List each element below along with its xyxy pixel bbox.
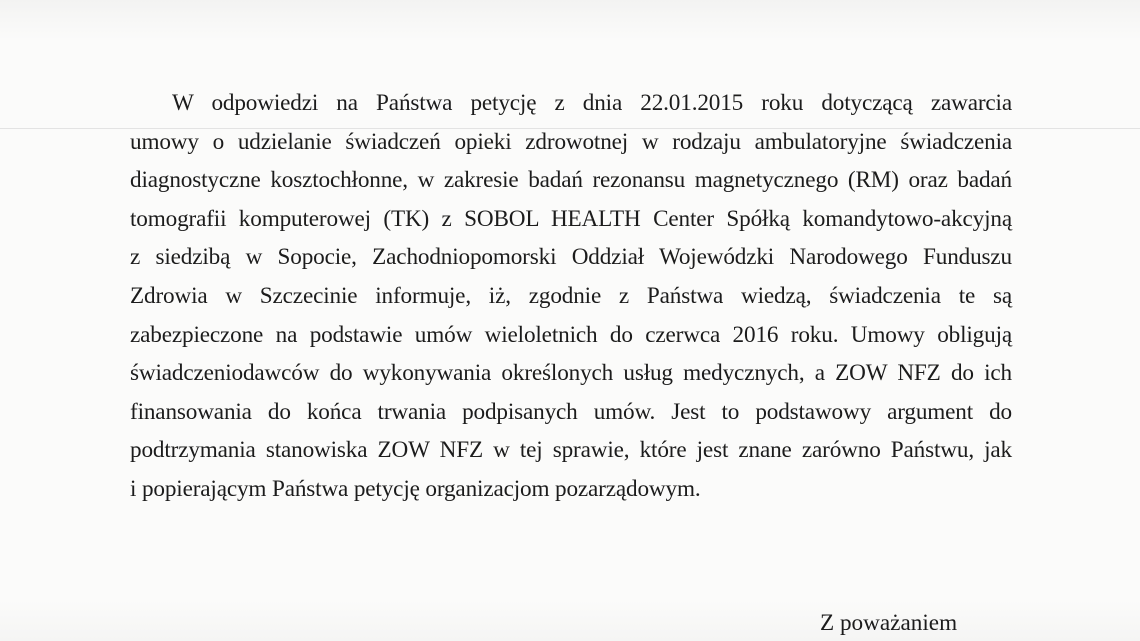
letter-body bbox=[130, 84, 1012, 509]
letter-line: umowy o udzielanie świadczeń opieki zdrowotnej w rodzaju ambulatoryjne świadczenia bbox=[130, 128, 1012, 155]
letter-closing: Z poważaniem bbox=[820, 610, 958, 636]
letter-line: finansowania do końca trwania podpisanych umów. Jest to podstawowy argument do bbox=[130, 398, 1012, 425]
letter-line: diagnostyczne kosztochłonne, w zakresie badań rezonansu magnetycznego (RM) oraz badań bbox=[130, 167, 1012, 194]
letter-line: zabezpieczone na podstawie umów wieloletnich do czerwca 2016 roku. Umowy obligują bbox=[130, 321, 1012, 348]
letter-line: i popierającym Państwa petycję organizacjom pozarządowym. bbox=[130, 475, 701, 502]
letter-line: W odpowiedzi na Państwa petycję z dnia 22.01.2015 roku dotyczącą zawarcia bbox=[172, 90, 1012, 116]
letter-line: świadczeniodawców do wykonywania określonych usług medycznych, a ZOW NFZ do ich bbox=[130, 360, 1012, 387]
letter-line: tomografii komputerowej (TK) z SOBOL HEALTH Center Spółką komandytowo-akcyjną bbox=[130, 205, 1012, 232]
letter-line: podtrzymania stanowiska ZOW NFZ w tej sprawie, które jest znane zarówno Państwu, jak bbox=[130, 437, 1012, 464]
letter-line: Zdrowia w Szczecinie informuje, iż, zgodnie z Państwa wiedzą, świadczenia te są bbox=[130, 282, 1012, 309]
letter-line: z siedzibą w Sopocie, Zachodniopomorski Oddział Wojewódzki Narodowego Funduszu bbox=[130, 244, 1012, 271]
